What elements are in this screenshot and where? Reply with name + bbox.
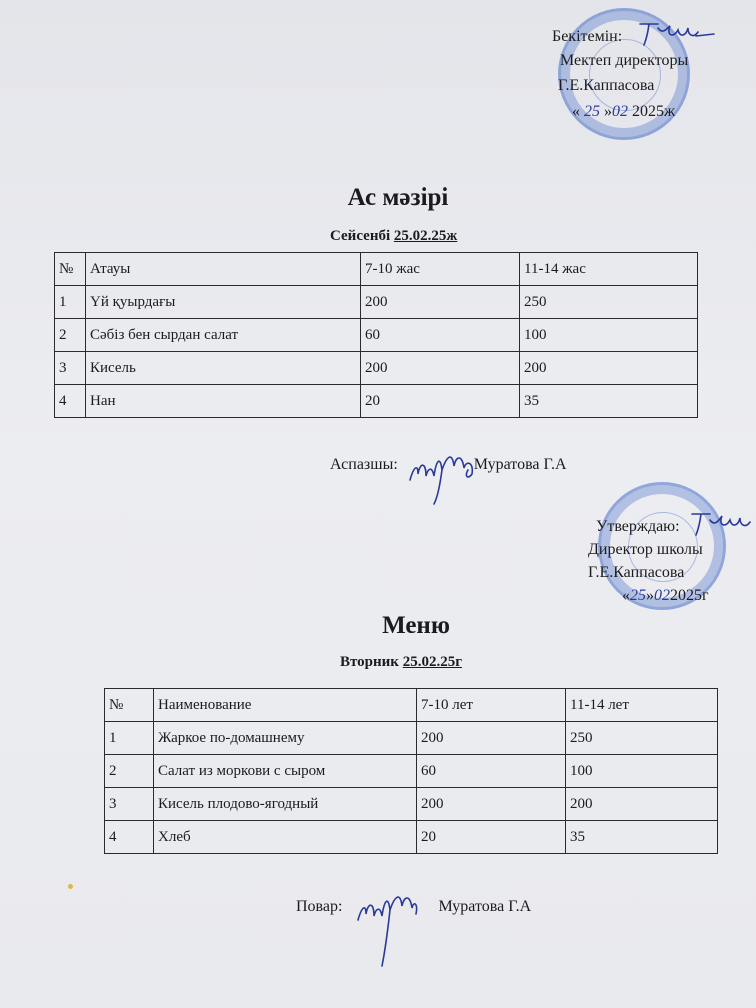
cell-portion-7-10: 20	[361, 385, 520, 418]
col-header-age-7-10: 7-10 жас	[361, 253, 520, 286]
cell-dish: Үй қуырдағы	[86, 286, 361, 319]
menu-table-kz	[54, 252, 698, 418]
cell-portion-7-10: 200	[417, 722, 566, 755]
director-name: Г.Е.Каппасова	[588, 564, 685, 581]
col-header-number: №	[105, 689, 154, 722]
cook-signature	[404, 440, 484, 510]
cell-number: 2	[105, 755, 154, 788]
table-row	[55, 352, 698, 385]
approval-date: «25»022025г	[622, 587, 709, 604]
menu-date: 25.02.25ж	[393, 228, 458, 244]
table-row	[55, 319, 698, 352]
table-row	[105, 821, 718, 854]
cell-portion-7-10: 20	[417, 821, 566, 854]
cell-portion-7-10: 200	[361, 352, 520, 385]
cell-dish: Жаркое по-домашнему	[154, 722, 417, 755]
cook-name: Муратова Г.А	[473, 456, 567, 473]
table-row	[55, 385, 698, 418]
cook-label: Повар:	[296, 898, 343, 915]
col-header-name: Атауы	[86, 253, 361, 286]
cell-portion-7-10: 60	[417, 755, 566, 788]
cell-portion-7-10: 200	[361, 286, 520, 319]
cell-portion-7-10: 200	[417, 788, 566, 821]
director-signature	[690, 508, 754, 538]
cell-portion-7-10: 60	[361, 319, 520, 352]
cell-portion-11-14: 100	[520, 319, 698, 352]
cook-label: Аспазшы:	[330, 456, 398, 473]
director-title: Мектеп директоры	[560, 52, 689, 69]
cell-number: 3	[55, 352, 86, 385]
weekday: Вторник	[340, 654, 399, 670]
cell-number: 4	[55, 385, 86, 418]
menu-date-line	[330, 228, 457, 245]
cell-dish: Нан	[86, 385, 361, 418]
cell-dish: Кисель	[86, 352, 361, 385]
menu-date-line	[340, 654, 462, 671]
cell-portion-11-14: 35	[520, 385, 698, 418]
cell-number: 2	[55, 319, 86, 352]
table-row	[105, 722, 718, 755]
cell-number: 3	[105, 788, 154, 821]
director-title: Директор школы	[588, 541, 703, 558]
col-header-age-11-14: 11-14 жас	[520, 253, 698, 286]
cell-portion-11-14: 100	[566, 755, 718, 788]
cell-portion-11-14: 250	[520, 286, 698, 319]
col-header-age-11-14: 11-14 лет	[566, 689, 718, 722]
cell-portion-11-14: 250	[566, 722, 718, 755]
approval-date: « 25 »02 2025ж	[572, 103, 676, 120]
menu-table-ru	[104, 688, 718, 854]
director-name: Г.Е.Каппасова	[558, 77, 655, 94]
menu-date: 25.02.25г	[402, 654, 463, 670]
col-header-age-7-10: 7-10 лет	[417, 689, 566, 722]
cell-dish: Кисель плодово-ягодный	[154, 788, 417, 821]
director-signature	[636, 18, 716, 48]
cell-dish: Хлеб	[154, 821, 417, 854]
table-row	[105, 755, 718, 788]
approval-label: Утверждаю:	[596, 518, 680, 535]
cell-dish: Сәбіз бен сырдан салат	[86, 319, 361, 352]
cell-portion-11-14: 200	[520, 352, 698, 385]
weekday: Сейсенбі	[330, 228, 391, 244]
table-row	[105, 788, 718, 821]
paper-spot	[68, 884, 73, 889]
cell-number: 1	[55, 286, 86, 319]
col-header-number: №	[55, 253, 86, 286]
cell-number: 1	[105, 722, 154, 755]
approval-label: Бекітемін:	[552, 28, 623, 45]
col-header-name: Наименование	[154, 689, 417, 722]
cell-portion-11-14: 200	[566, 788, 718, 821]
cook-name: Муратова Г.А	[438, 898, 532, 915]
cell-number: 4	[105, 821, 154, 854]
table-header-row	[55, 253, 698, 286]
cell-dish: Салат из моркови с сыром	[154, 755, 417, 788]
cell-portion-11-14: 35	[566, 821, 718, 854]
cook-signature	[352, 880, 422, 970]
table-row	[55, 286, 698, 319]
table-header-row	[105, 689, 718, 722]
page-title: Меню	[382, 612, 450, 639]
page-title: Ас мәзірі	[347, 184, 449, 211]
